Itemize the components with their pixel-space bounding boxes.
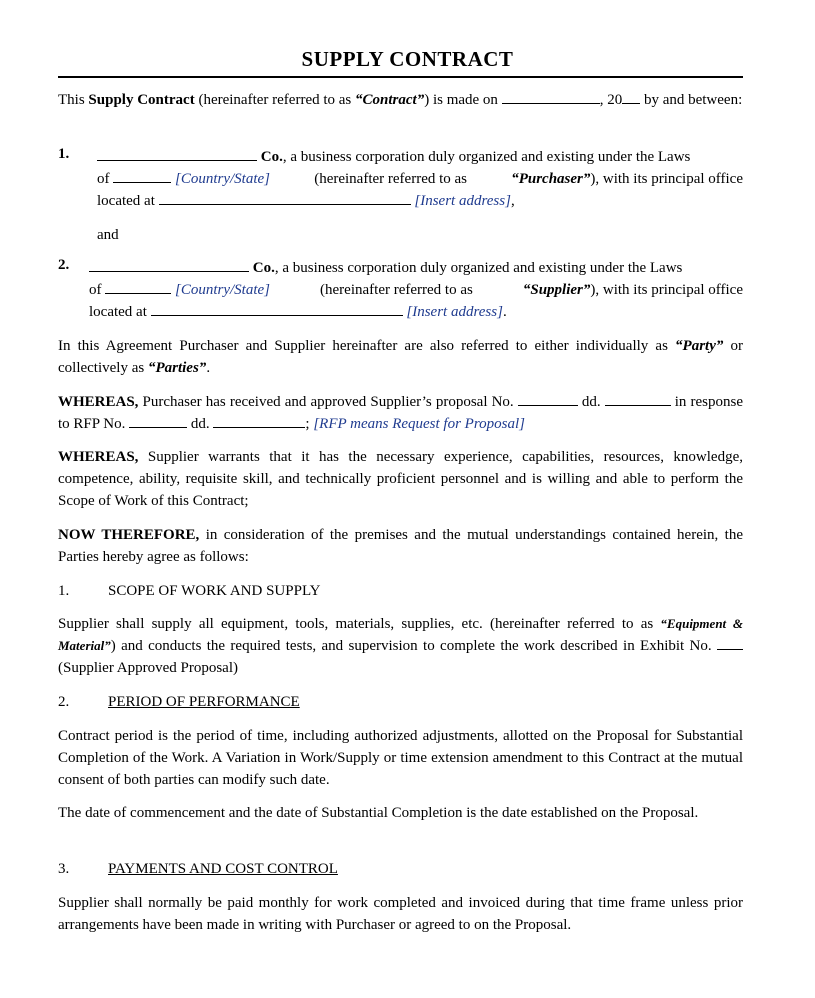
agreement-paragraph: In this Agreement Purchaser and Supplier hereinafter are also referred to either individually as “Party” or collectively as “Parties”. [58, 338, 743, 376]
and-connector: and [97, 227, 119, 243]
document-title: SUPPLY CONTRACT [301, 47, 514, 71]
party-2-name-blank[interactable] [89, 258, 249, 272]
year-blank[interactable] [622, 90, 640, 104]
now-therefore-paragraph: NOW THEREFORE, in consideration of the premises and the mutual understandings contained herein, the Parties hereby agree as follows: [58, 527, 743, 565]
party-1-of-blank[interactable] [113, 169, 171, 183]
whereas-proposal-paragraph: WHEREAS, Purchaser has received and approved Supplier’s proposal No. dd. in response to RFP No. dd. ; [RFP means Request for Proposal] [58, 394, 743, 432]
whereas-warrants-paragraph: WHEREAS, Supplier warrants that it has the necessary experience, capabilities, resources, knowledge, competence, ability, requisite skill, and technically proficient personnel and is willing and able to perform the Scope of Work of this Contract; [58, 449, 743, 509]
title-rule [58, 76, 743, 78]
payments-paragraph: Supplier shall normally be paid monthly for work completed and invoiced during that time frame unless prior arrangements have been made in writing with Purchaser or agreed to on the Proposal. [58, 895, 743, 933]
intro-paragraph: This Supply Contract (hereinafter referred to as “Contract”) is made on , 20 by and between: [58, 92, 743, 108]
exhibit-no-blank[interactable] [717, 636, 743, 650]
party-2-address-blank[interactable] [151, 302, 403, 316]
rfp-no-blank[interactable] [129, 414, 187, 428]
date-blank[interactable] [502, 90, 600, 104]
rfp-date-blank[interactable] [213, 414, 305, 428]
party-1-paragraph: Co., a business corporation duly organized and existing under the Laws of [Country/State] (hereinafter referred to as “Purchaser”), with its principal office located at [Insert address], [97, 149, 743, 209]
party-1-name-blank[interactable] [97, 147, 257, 161]
party-2-number: 2. [58, 257, 70, 273]
period-paragraph-2: The date of commencement and the date of Substantial Completion is the date established on the Proposal. [58, 805, 699, 821]
proposal-no-blank[interactable] [518, 392, 578, 406]
section-2-heading: 2. PERIOD OF PERFORMANCE [58, 694, 300, 710]
party-1-number: 1. [58, 146, 70, 162]
party-2-paragraph: Co., a business corporation duly organized and existing under the Laws of [Country/State] (hereinafter referred to as “Supplier”), with its principal office located at [Insert address]. [89, 260, 743, 320]
section-1-heading: 1. SCOPE OF WORK AND SUPPLY [58, 583, 321, 599]
party-2-of-blank[interactable] [105, 280, 171, 294]
proposal-date-blank[interactable] [605, 392, 671, 406]
section-3-heading: 3. PAYMENTS AND COST CONTROL [58, 861, 338, 877]
period-paragraph-1: Contract period is the period of time, including authorized adjustments, allotted on the Proposal for Substantial Completion of the Work. A Variation in Work/Supply or time extension amendment to this Contract at the mutual consent of both parties can modify such date. [58, 728, 743, 788]
party-1-address-blank[interactable] [159, 191, 411, 205]
scope-paragraph: Supplier shall supply all equipment, tools, materials, supplies, etc. (hereinafter referred to as “Equipment & Material”) and conducts the required tests, and supervision to complete the work described in Exhibit No. (Supplier Approved Proposal) [58, 616, 743, 676]
